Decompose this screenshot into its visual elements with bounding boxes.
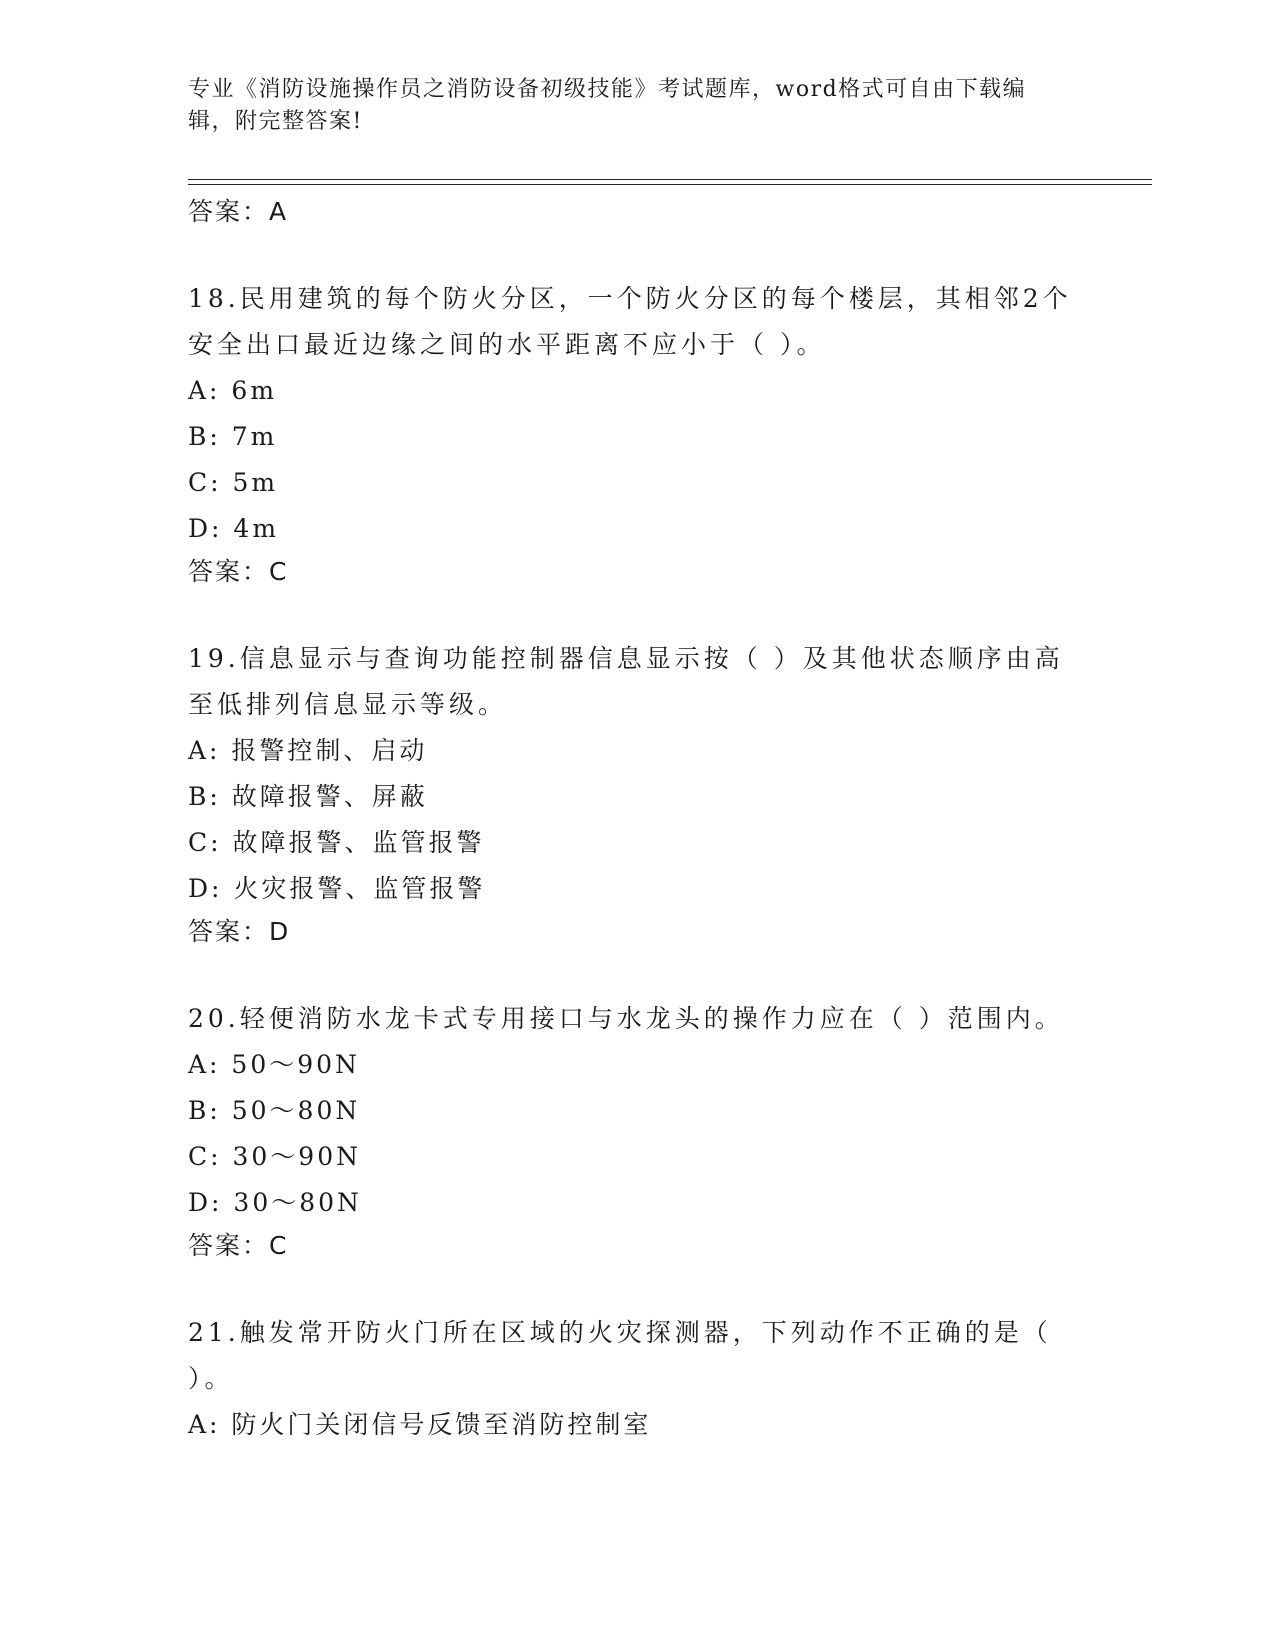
option-a: A: 50～90N bbox=[188, 1050, 360, 1079]
option-a: A: 报警控制、启动 bbox=[188, 736, 428, 765]
answer-label: 答案：C bbox=[188, 1231, 289, 1260]
page-header bbox=[188, 74, 1068, 138]
question-stem bbox=[188, 996, 1078, 1042]
question-stem-line-1: 20.轻便消防水龙卡式专用接口与水龙头的操作力应在（ ）范围内。 bbox=[188, 1004, 1064, 1033]
header-line-2: 辑，附完整答案! bbox=[188, 109, 363, 134]
header-divider-bottom bbox=[188, 184, 1152, 185]
option-b: B: 7m bbox=[188, 422, 278, 451]
question-20 bbox=[188, 996, 1088, 1266]
question-stem-line-2: ）。 bbox=[188, 1364, 234, 1393]
option-d: D: 4m bbox=[188, 514, 280, 543]
option-c: C: 5m bbox=[188, 468, 279, 497]
answer-label: 答案：A bbox=[188, 197, 289, 226]
option-a: A: 6m bbox=[188, 376, 278, 405]
question-stem-line-1: 21.触发常开防火门所在区域的火灾探测器，下列动作不正确的是（ bbox=[188, 1318, 1052, 1347]
question-stem-line-1: 18.民用建筑的每个防火分区，一个防火分区的每个楼层，其相邻2个 bbox=[188, 284, 1072, 313]
answer-label: 答案：C bbox=[188, 557, 289, 586]
spacer bbox=[188, 592, 1088, 636]
question-stem-line-2: 至低排列信息显示等级。 bbox=[188, 690, 508, 719]
question-stem bbox=[188, 276, 1078, 368]
option-d: D: 火灾报警、监管报警 bbox=[188, 874, 486, 903]
question-stem bbox=[188, 1310, 1078, 1402]
question-stem-line-2: 安全出口最近边缘之间的水平距离不应小于（ ）。 bbox=[188, 330, 826, 359]
spacer bbox=[188, 232, 1088, 276]
option-d: D: 30～80N bbox=[188, 1188, 362, 1217]
option-a: A: 防火门关闭信号反馈至消防控制室 bbox=[188, 1410, 652, 1439]
question-19 bbox=[188, 636, 1088, 952]
option-c: C: 30～90N bbox=[188, 1142, 361, 1171]
option-b: B: 50～80N bbox=[188, 1096, 361, 1125]
option-b: B: 故障报警、屏蔽 bbox=[188, 782, 428, 811]
question-stem-line-1: 19.信息显示与查询功能控制器信息显示按（ ）及其他状态顺序由高 bbox=[188, 644, 1064, 673]
question-stem bbox=[188, 636, 1078, 728]
question-list bbox=[188, 192, 1088, 1448]
header-line-1: 专业《消防设施操作员之消防设备初级技能》考试题库，word格式可自由下载编 bbox=[188, 77, 1027, 102]
spacer bbox=[188, 952, 1088, 996]
question-18 bbox=[188, 276, 1088, 592]
answer-label: 答案：D bbox=[188, 917, 291, 946]
header-divider-top bbox=[188, 179, 1152, 180]
option-c: C: 故障报警、监管报警 bbox=[188, 828, 485, 857]
question-21 bbox=[188, 1310, 1088, 1448]
spacer bbox=[188, 1266, 1088, 1310]
